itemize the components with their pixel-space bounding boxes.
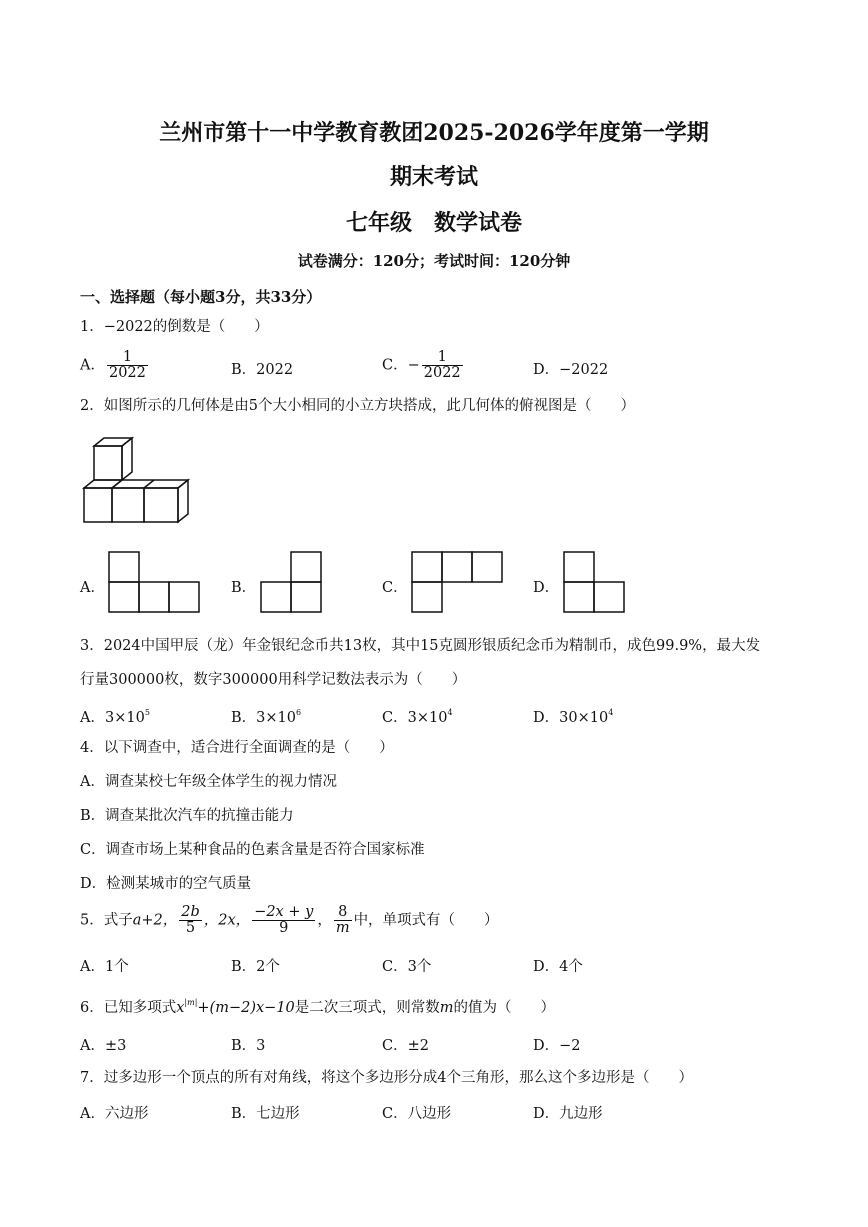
q7-option-b: B．七边形 xyxy=(231,1106,300,1122)
q7-option-d: D．九边形 xyxy=(533,1106,603,1122)
q2-option-c-figure xyxy=(411,551,503,613)
q1-stem: 1．−2022的倒数是（ ） xyxy=(80,319,269,335)
exam-title-line1: 兰州市第十一中学教育教团2025-2026学年度第一学期 xyxy=(159,120,709,146)
q2-option-a-label: A． xyxy=(80,580,105,596)
q2-option-d-label: D． xyxy=(533,580,560,596)
exam-info: 试卷满分：120分；考试时间：120分钟 xyxy=(297,252,571,270)
q5-option-c: C．3个 xyxy=(382,959,432,975)
exam-title-line3: 七年级 数学试卷 xyxy=(345,210,522,236)
q2-option-a-figure xyxy=(108,551,200,613)
q6-option-d: D．−2 xyxy=(533,1038,581,1054)
q7-option-a: A．六边形 xyxy=(80,1106,149,1122)
q4-stem: 4．以下调查中，适合进行全面调查的是（ ） xyxy=(80,740,394,756)
q2-stem: 2．如图所示的几何体是由5个大小相同的小立方块搭成，此几何体的俯视图是（ ） xyxy=(80,398,635,414)
q6-option-b: B．3 xyxy=(231,1038,266,1054)
q1-option-d: D．−2022 xyxy=(533,362,609,378)
q1-option-a: A． $\frac{1}{2022}$ xyxy=(80,349,146,381)
q3-option-b: B．$3\times 10^6$ xyxy=(231,708,302,726)
q6-stem: 6．已知多项式$x^{|m|}+(m-2)x-10$是二次三项式，则常数m的值为（ ） xyxy=(80,998,556,1016)
q6-option-c: C．±2 xyxy=(382,1038,429,1054)
q5-option-d: D．4个 xyxy=(533,959,583,975)
q7-option-c: C．八边形 xyxy=(382,1106,452,1122)
section-title: 一、选择题（每小题3分，共33分） xyxy=(80,288,322,306)
q1-option-b: B．2022 xyxy=(231,362,294,378)
q3-option-c: C．$3\times 10^4$ xyxy=(382,708,453,726)
q5-option-a: A．1个 xyxy=(80,959,129,975)
q3-option-a: A．$3\times 10^5$ xyxy=(80,708,150,726)
q2-option-d-figure xyxy=(563,551,625,613)
q4-option-a: A．调查某校七年级全体学生的视力情况 xyxy=(80,774,337,790)
q3-stem-line1: 3．2024中国甲辰（龙）年金银纪念币共13枚，其中15克圆形银质纪念币为精制币，成色99.9%，最大发 xyxy=(80,638,761,654)
q1-option-c: C．− $\frac{1}{2022}$ xyxy=(382,349,461,381)
q2-solid-figure xyxy=(80,436,200,526)
q2-option-b-figure xyxy=(260,551,322,613)
q4-option-c: C．调查市场上某种食品的色素含量是否符合国家标准 xyxy=(80,842,425,858)
q3-stem-line2: 行量300000枚，数字300000用科学记数法表示为（ ） xyxy=(80,672,467,688)
q4-option-b: B．调查某批次汽车的抗撞击能力 xyxy=(80,808,294,824)
q7-stem: 7．过多边形一个顶点的所有对角线，将这个多边形分成4个三角形，那么这个多边形是（ ） xyxy=(80,1070,693,1086)
q6-option-a: A．±3 xyxy=(80,1038,127,1054)
q2-option-c-label: C． xyxy=(382,580,408,596)
q2-option-b-label: B． xyxy=(231,580,257,596)
q5-option-b: B．2个 xyxy=(231,959,280,975)
q5-stem: 5．式子a+2， $\frac{2b}{5}$ ，2x， $\frac{-2x + y}{9}$ ， $\frac{8}{m}$ 中，单项式有（ ） xyxy=(80,904,499,936)
exam-title-line2: 期末考试 xyxy=(389,164,478,190)
q4-option-d: D．检测某城市的空气质量 xyxy=(80,876,252,892)
q3-option-d: D．$30\times 10^4$ xyxy=(533,708,614,726)
